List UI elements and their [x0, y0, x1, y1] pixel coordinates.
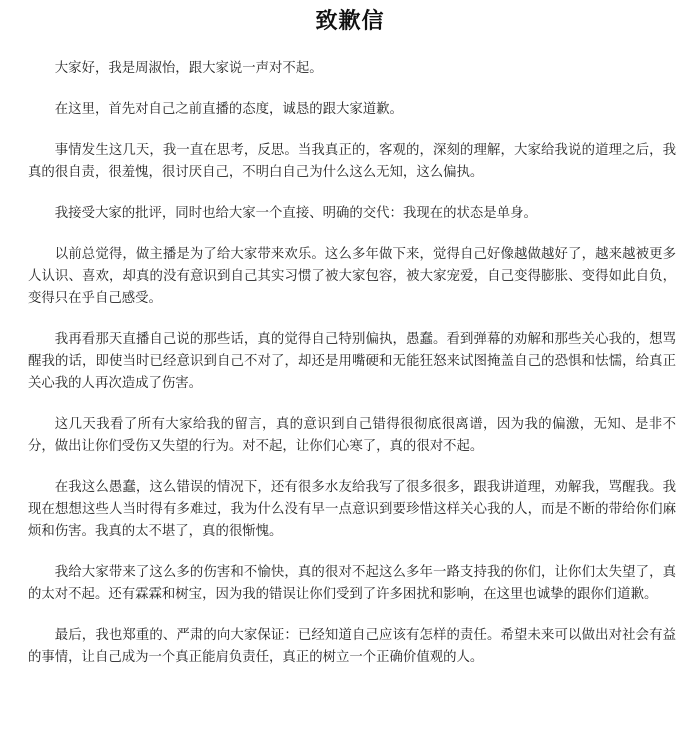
paragraph-7: 这几天我看了所有大家给我的留言，真的意识到自己错得很彻底很离谱，因为我的偏激，无知、是非不分，做出让你们受伤又失望的行为。对不起，让你们心寒了，真的很对不起。 — [28, 417, 676, 454]
paragraph-6: 我再看那天直播自己说的那些话，真的觉得自己特别偏执，愚蠢。看到弹幕的劝解和那些关心我的，想骂醒我的话，即使当时已经意识到自己不对了，却还是用嘴硬和无能狂怒来试图掩盖自己的恐惧和怯懦，给真正关心我的人再次造成了伤害。 — [28, 332, 676, 391]
paragraph-10: 最后，我也郑重的、严肃的向大家保证：已经知道自己应该有怎样的责任。希望未来可以做出对社会有益的事情，让自己成为一个真正能肩负责任，真正的树立一个正确价值观的人。 — [28, 628, 676, 665]
paragraph-2: 在这里，首先对自己之前直播的态度，诚恳的跟大家道歉。 — [54, 102, 403, 117]
paragraph-5: 以前总觉得，做主播是为了给大家带来欢乐。这么多年做下来，觉得自己好像越做越好了，越来越被更多人认识、喜欢，却真的没有意识到自己其实习惯了被大家包容，被大家宠爱，自己变得膨胀、变得如此自负，变得只在乎自己感受。 — [28, 247, 676, 306]
document-title: 致歉信 — [315, 8, 385, 34]
paragraph-4: 我接受大家的批评，同时也给大家一个直接、明确的交代：我现在的状态是单身。 — [54, 206, 537, 221]
paragraph-3: 事情发生这几天，我一直在思考，反思。当我真正的，客观的，深刻的理解，大家给我说的道理之后，我真的很自责，很羞愧，很讨厌自己，不明白自己为什么这么无知，这么偏执。 — [28, 143, 676, 180]
paragraph-1: 大家好，我是周淑怡，跟大家说一声对不起。 — [54, 61, 323, 76]
letter-body — [28, 58, 676, 688]
paragraph-8: 在我这么愚蠢，这么错误的情况下，还有很多水友给我写了很多很多，跟我讲道理，劝解我，骂醒我。我现在想想这些人当时得有多难过，我为什么没有早一点意识到要珍惜这样关心我的人，而是不断的带给你们麻烦和伤害。我真的太不堪了，真的很惭愧。 — [28, 480, 676, 539]
paragraph-9: 我给大家带来了这么多的伤害和不愉快，真的很对不起这么多年一路支持我的你们，让你们太失望了，真的太对不起。还有霖霖和树宝，因为我的错误让你们受到了许多困扰和影响，在这里也诚挚的跟你们道歉。 — [28, 565, 676, 602]
